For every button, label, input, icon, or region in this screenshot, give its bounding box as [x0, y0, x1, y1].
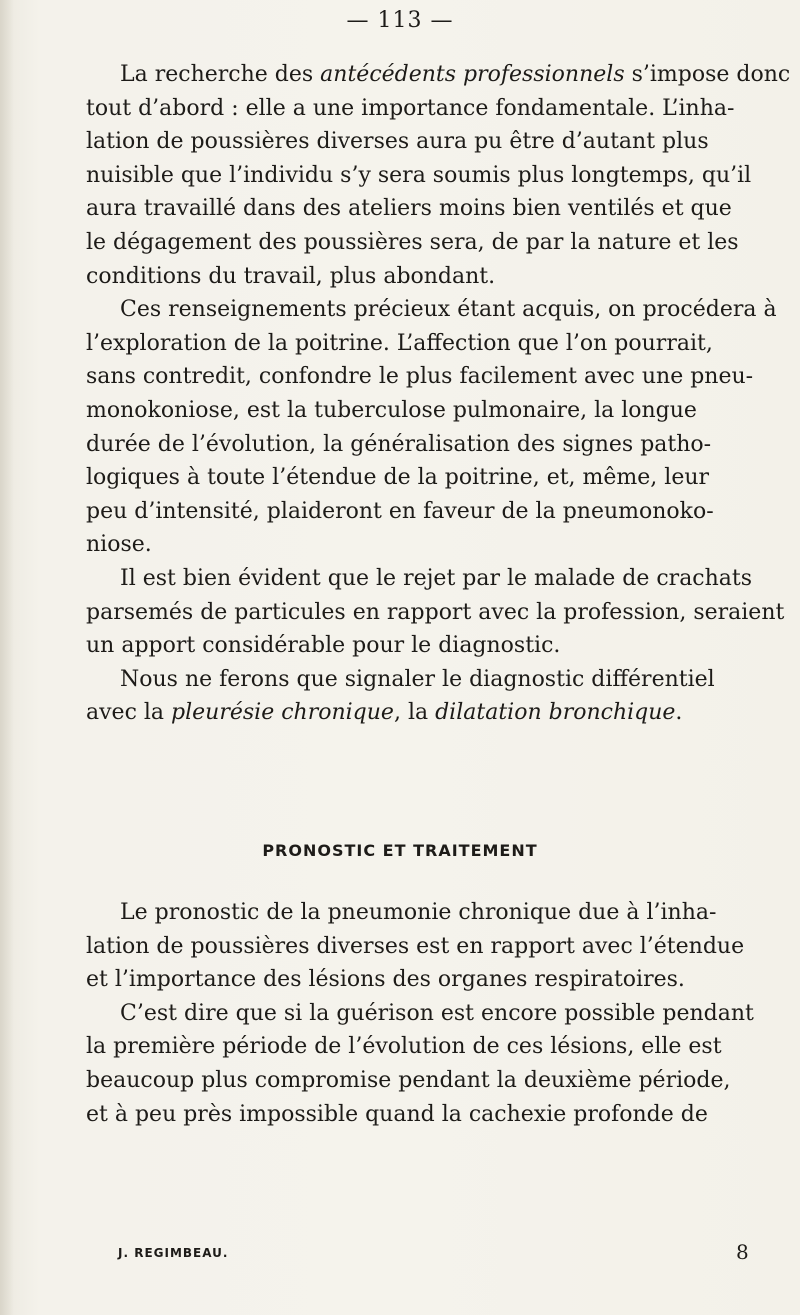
text-run: la première période de l’évolution de ces lésions, elle est — [86, 1034, 722, 1060]
text-line — [86, 327, 800, 361]
gutter-shadow — [0, 0, 14, 1315]
text-line — [86, 428, 800, 462]
text-line — [86, 1098, 800, 1132]
text-line — [86, 629, 800, 663]
text-run: l’exploration de la poitrine. L’affection que l’on pourrait, — [86, 330, 713, 356]
paragraph-p2 — [86, 293, 800, 562]
paragraph-p1 — [86, 58, 800, 293]
text-run: et à peu près impossible quand la cachexie profonde de — [86, 1101, 708, 1127]
text-run: logiques à toute l’étendue de la poitrine, et, même, leur — [86, 465, 710, 491]
text-run: Il est bien évident que le rejet par le malade de crachats — [120, 565, 753, 591]
text-line — [86, 1030, 800, 1064]
text-line — [86, 562, 800, 596]
text-line — [86, 596, 800, 630]
text-line — [86, 58, 800, 92]
paragraph-p3 — [86, 562, 800, 663]
body-text-top — [86, 58, 800, 730]
text-line — [86, 461, 800, 495]
text-line — [86, 293, 800, 327]
text-run: tout d’abord : elle a une importance fondamentale. L’inha- — [86, 95, 735, 121]
text-run: C’est dire que si la guérison est encore possible pendant — [120, 1000, 754, 1026]
text-run: avec la — [86, 700, 172, 726]
text-line — [86, 92, 800, 126]
text-run: niose. — [86, 532, 152, 558]
text-line — [86, 696, 800, 730]
text-run: nuisible que l’individu s’y sera soumis plus longtemps, qu’il — [86, 162, 752, 188]
text-line — [86, 159, 800, 193]
body-text-bottom — [86, 896, 800, 1131]
signature-number: 8 — [736, 1240, 749, 1264]
text-run: . — [675, 700, 683, 726]
text-line — [86, 360, 800, 394]
text-line — [86, 495, 800, 529]
text-line — [86, 394, 800, 428]
text-line — [86, 896, 800, 930]
text-line — [86, 663, 800, 697]
text-run: , la — [393, 700, 436, 726]
text-line — [86, 963, 800, 997]
text-run: Le pronostic de la pneumonie chronique due à l’inha- — [120, 900, 717, 925]
text-run: Nous ne ferons que signaler le diagnostic différentiel — [120, 666, 715, 692]
text-run: s’impose donc — [624, 62, 791, 87]
text-run: conditions du travail, plus abondant. — [86, 263, 496, 289]
text-line — [86, 125, 800, 159]
paragraph-p4 — [86, 663, 800, 730]
text-line — [86, 260, 800, 294]
text-run: sans contredit, confondre le plus facilement avec une pneu- — [86, 364, 754, 390]
text-run: parsemés de particules en rapport avec la profession, seraient — [86, 599, 785, 625]
text-run: monokoniose, est la tuberculose pulmonaire, la longue — [86, 397, 697, 423]
paragraph-p6 — [86, 997, 800, 1131]
text-line — [86, 997, 800, 1031]
running-head-page-number: — 113 — — [346, 8, 454, 33]
section-heading: PRONOSTIC ET TRAITEMENT — [262, 841, 538, 860]
text-run: lation de poussières diverses aura pu être d’autant plus — [86, 129, 709, 155]
text-line — [86, 1064, 800, 1098]
text-line — [86, 930, 800, 964]
text-line — [86, 192, 800, 226]
text-run: aura travaillé dans des ateliers moins bien ventilés et que — [86, 196, 732, 222]
text-run: le dégagement des poussières sera, de par la nature et les — [86, 229, 739, 255]
text-line — [86, 528, 800, 562]
text-run: peu d’intensité, plaideront en faveur de la pneumonoko- — [86, 498, 714, 524]
text-run: et l’importance des lésions des organes respiratoires. — [86, 967, 685, 993]
text-run: un apport considérable pour le diagnostic. — [86, 633, 561, 659]
italic-text: dilatation bronchique — [435, 700, 676, 726]
text-run: Ces renseignements précieux étant acquis, on procédera à — [120, 297, 777, 323]
paragraph-p5 — [86, 896, 800, 997]
italic-text: antécédents professionnels — [320, 62, 625, 87]
text-run: lation de poussières diverses est en rapport avec l’étendue — [86, 933, 745, 959]
text-run: La recherche des — [120, 62, 321, 87]
italic-text: pleurésie chronique — [171, 700, 394, 726]
text-line — [86, 226, 800, 260]
text-run: durée de l’évolution, la généralisation des signes patho- — [86, 431, 712, 457]
text-run: beaucoup plus compromise pendant la deuxième période, — [86, 1067, 731, 1093]
signature-mark: J. REGIMBEAU. — [118, 1246, 229, 1260]
